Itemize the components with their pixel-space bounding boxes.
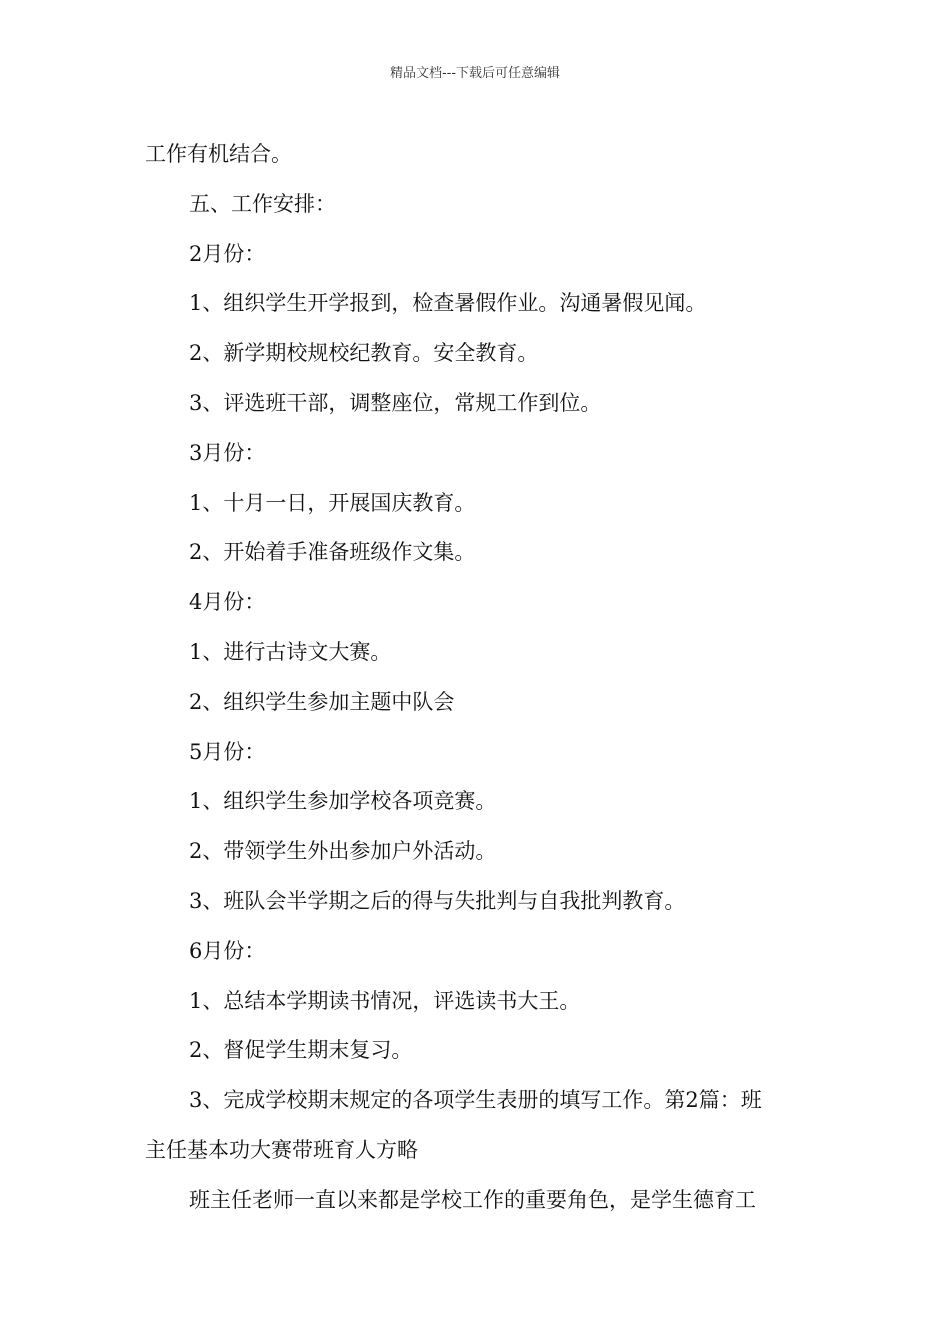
text-line: 主任基本功大赛带班育人方略 xyxy=(145,1137,418,1162)
text-line: 五、工作安排： xyxy=(189,191,336,216)
text-line: 班主任老师一直以来都是学校工作的重要角色，是学生德育工 xyxy=(189,1187,756,1212)
text-line: 2、组织学生参加主题中队会 xyxy=(189,689,455,714)
text-line: 2、开始着手准备班级作文集。 xyxy=(189,540,476,565)
text-line: 工作有机结合。 xyxy=(145,142,292,166)
text-line: 5月份： xyxy=(189,739,266,764)
text-line: 1、总结本学期读书情况，评选读书大王。 xyxy=(189,988,581,1013)
text-line: 3、班队会半学期之后的得与失批判与自我批判教育。 xyxy=(189,888,686,913)
text-line: 2、新学期校规校纪教育。安全教育。 xyxy=(189,341,539,366)
text-line: 2、带领学生外出参加户外活动。 xyxy=(189,839,497,864)
text-line: 1、进行古诗文大赛。 xyxy=(189,639,392,664)
text-line: 2月份： xyxy=(189,241,266,266)
text-line: 1、组织学生参加学校各项竞赛。 xyxy=(189,789,497,814)
text-line: 3、完成学校期末规定的各项学生表册的填写工作。第2篇：班 xyxy=(189,1088,762,1113)
document-body xyxy=(145,130,815,1226)
text-line: 1、十月一日，开展国庆教育。 xyxy=(189,490,476,515)
text-line: 3、评选班干部，调整座位，常规工作到位。 xyxy=(189,390,602,415)
text-line: 2、督促学生期末复习。 xyxy=(189,1038,413,1063)
text-line: 1、组织学生开学报到，检查暑假作业。沟通暑假见闻。 xyxy=(189,291,707,316)
text-line: 4月份： xyxy=(189,590,266,615)
text-line: 6月份： xyxy=(189,938,266,963)
text-line: 3月份： xyxy=(189,440,266,465)
page-header: 精品文档---下载后可任意编辑 xyxy=(389,66,561,81)
